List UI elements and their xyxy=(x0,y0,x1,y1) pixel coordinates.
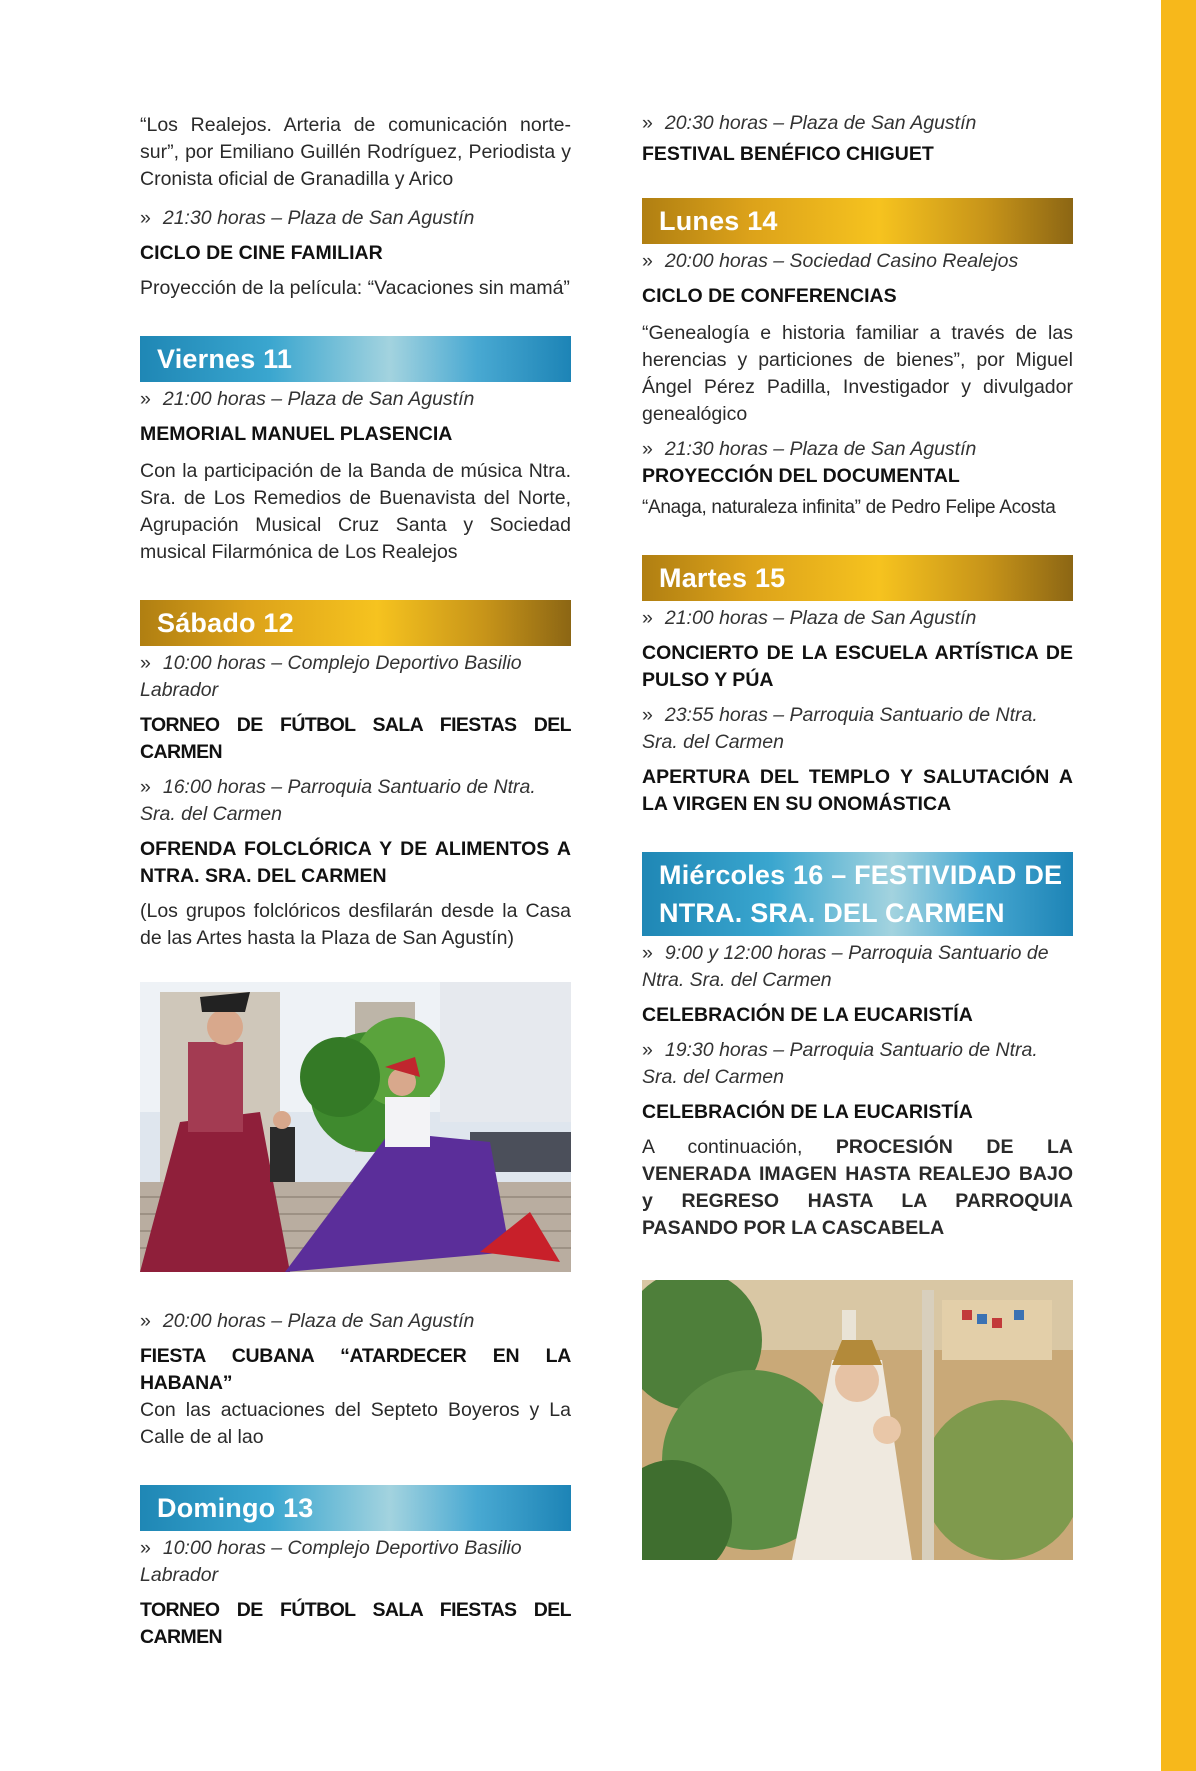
folk-dance-photo xyxy=(140,982,571,1272)
bullet-icon: » xyxy=(642,704,653,726)
bullet-icon: » xyxy=(642,942,653,964)
day-header-lunes: Lunes 14 xyxy=(642,198,1073,244)
event-time: » 20:30 horas – Plaza de San Agustín xyxy=(642,112,977,134)
event-title: MEMORIAL MANUEL PLASENCIA xyxy=(140,423,453,445)
event-title: CONCIERTO DE LA ESCUELA ARTÍSTICA DE PULSO Y PÚA xyxy=(642,642,1073,691)
day-header-viernes: Viernes 11 xyxy=(140,336,571,382)
event-time: » 16:00 horas – Parroquia Santuario de Ntra. Sra. del Carmen xyxy=(140,776,536,825)
event-title: CELEBRACIÓN DE LA EUCARISTÍA xyxy=(642,1101,973,1123)
bullet-icon: » xyxy=(642,438,653,460)
day-header-domingo: Domingo 13 xyxy=(140,1485,571,1531)
event-title: FIESTA CUBANA “ATARDECER EN LA HABANA” xyxy=(140,1345,571,1394)
event-title: APERTURA DEL TEMPLO Y SALUTACIÓN A LA VIRGEN EN SU ONOMÁSTICA xyxy=(642,766,1073,815)
event-time: » 20:00 horas – Sociedad Casino Realejos xyxy=(642,250,1019,272)
event-time: » 9:00 y 12:00 horas – Parroquia Santuario de Ntra. Sra. del Carmen xyxy=(642,942,1049,991)
bullet-icon: » xyxy=(642,607,653,629)
event-description: Con las actuaciones del Septeto Boyeros y La Calle de al lao xyxy=(140,1399,571,1448)
bullet-icon: » xyxy=(140,388,151,410)
intro-paragraph: “Los Realejos. Arteria de comunicación norte-sur”, por Emiliano Guillén Rodríguez, Periodista y Cronista oficial de Granadilla y Arico xyxy=(140,114,571,190)
bullet-icon: » xyxy=(642,1039,653,1061)
bullet-icon: » xyxy=(140,207,151,229)
event-title: PROYECCIÓN DEL DOCUMENTAL xyxy=(642,465,960,487)
event-title: CICLO DE CONFERENCIAS xyxy=(642,285,897,307)
day-header-martes: Martes 15 xyxy=(642,555,1073,601)
event-description: “Genealogía e historia familiar a través de las herencias y particiones de bienes”, por Miguel Ángel Pérez Padilla, Investigador y divulgador genealógico xyxy=(642,322,1073,425)
bullet-icon: » xyxy=(140,1537,151,1559)
event-description: A continuación, PROCESIÓN DE LA VENERADA IMAGEN HASTA REALEJO BAJO y REGRESO HASTA LA PARROQUIA PASANDO POR LA CASCABELA xyxy=(642,1136,1073,1239)
bullet-icon: » xyxy=(642,250,653,272)
bullet-icon: » xyxy=(140,776,151,798)
event-description: “Anaga, naturaleza infinita” de Pedro Felipe Acosta xyxy=(642,497,1056,518)
event-description: Proyección de la película: “Vacaciones sin mamá” xyxy=(140,277,570,299)
day-header-sabado: Sábado 12 xyxy=(140,600,571,646)
event-time: » 21:30 horas – Plaza de San Agustín xyxy=(140,207,475,229)
event-time: » 21:00 horas – Plaza de San Agustín xyxy=(140,388,475,410)
event-title: CICLO DE CINE FAMILIAR xyxy=(140,242,383,264)
left-column xyxy=(140,112,571,1651)
event-time: » 21:30 horas – Plaza de San Agustín xyxy=(642,438,977,460)
event-time: » 21:00 horas – Plaza de San Agustín xyxy=(642,607,977,629)
yellow-side-bar xyxy=(1161,0,1196,1771)
event-time: » 10:00 horas – Complejo Deportivo Basilio Labrador xyxy=(140,652,522,701)
event-title: TORNEO DE FÚTBOL SALA FIESTAS DEL CARMEN xyxy=(140,1599,571,1648)
event-time: » 20:00 horas – Plaza de San Agustín xyxy=(140,1310,475,1332)
bullet-icon: » xyxy=(140,1310,151,1332)
event-description: Con la participación de la Banda de música Ntra. Sra. de Los Remedios de Buenavista del Norte, Agrupación Musical Cruz Santa y Sociedad musical Filarmónica de Los Realejos xyxy=(140,460,571,563)
event-description: (Los grupos folclóricos desfilarán desde la Casa de las Artes hasta la Plaza de San Agustín) xyxy=(140,900,571,949)
bullet-icon: » xyxy=(642,112,653,134)
event-time: » 10:00 horas – Complejo Deportivo Basilio Labrador xyxy=(140,1537,522,1586)
right-column xyxy=(642,110,1073,1560)
event-title: CELEBRACIÓN DE LA EUCARISTÍA xyxy=(642,1004,973,1026)
day-header-miercoles: Miércoles 16 – FESTIVIDAD DE NTRA. SRA. DEL CARMEN xyxy=(642,852,1073,936)
event-time: » 19:30 horas – Parroquia Santuario de Ntra. Sra. del Carmen xyxy=(642,1039,1038,1088)
event-title: TORNEO DE FÚTBOL SALA FIESTAS DEL CARMEN xyxy=(140,714,571,763)
event-time: » 23:55 horas – Parroquia Santuario de Ntra. Sra. del Carmen xyxy=(642,704,1038,753)
bullet-icon: » xyxy=(140,652,151,674)
virgin-procession-photo xyxy=(642,1280,1073,1560)
event-title: FESTIVAL BENÉFICO CHIGUET xyxy=(642,143,934,165)
event-title: OFRENDA FOLCLÓRICA Y DE ALIMENTOS A NTRA. SRA. DEL CARMEN xyxy=(140,838,571,887)
